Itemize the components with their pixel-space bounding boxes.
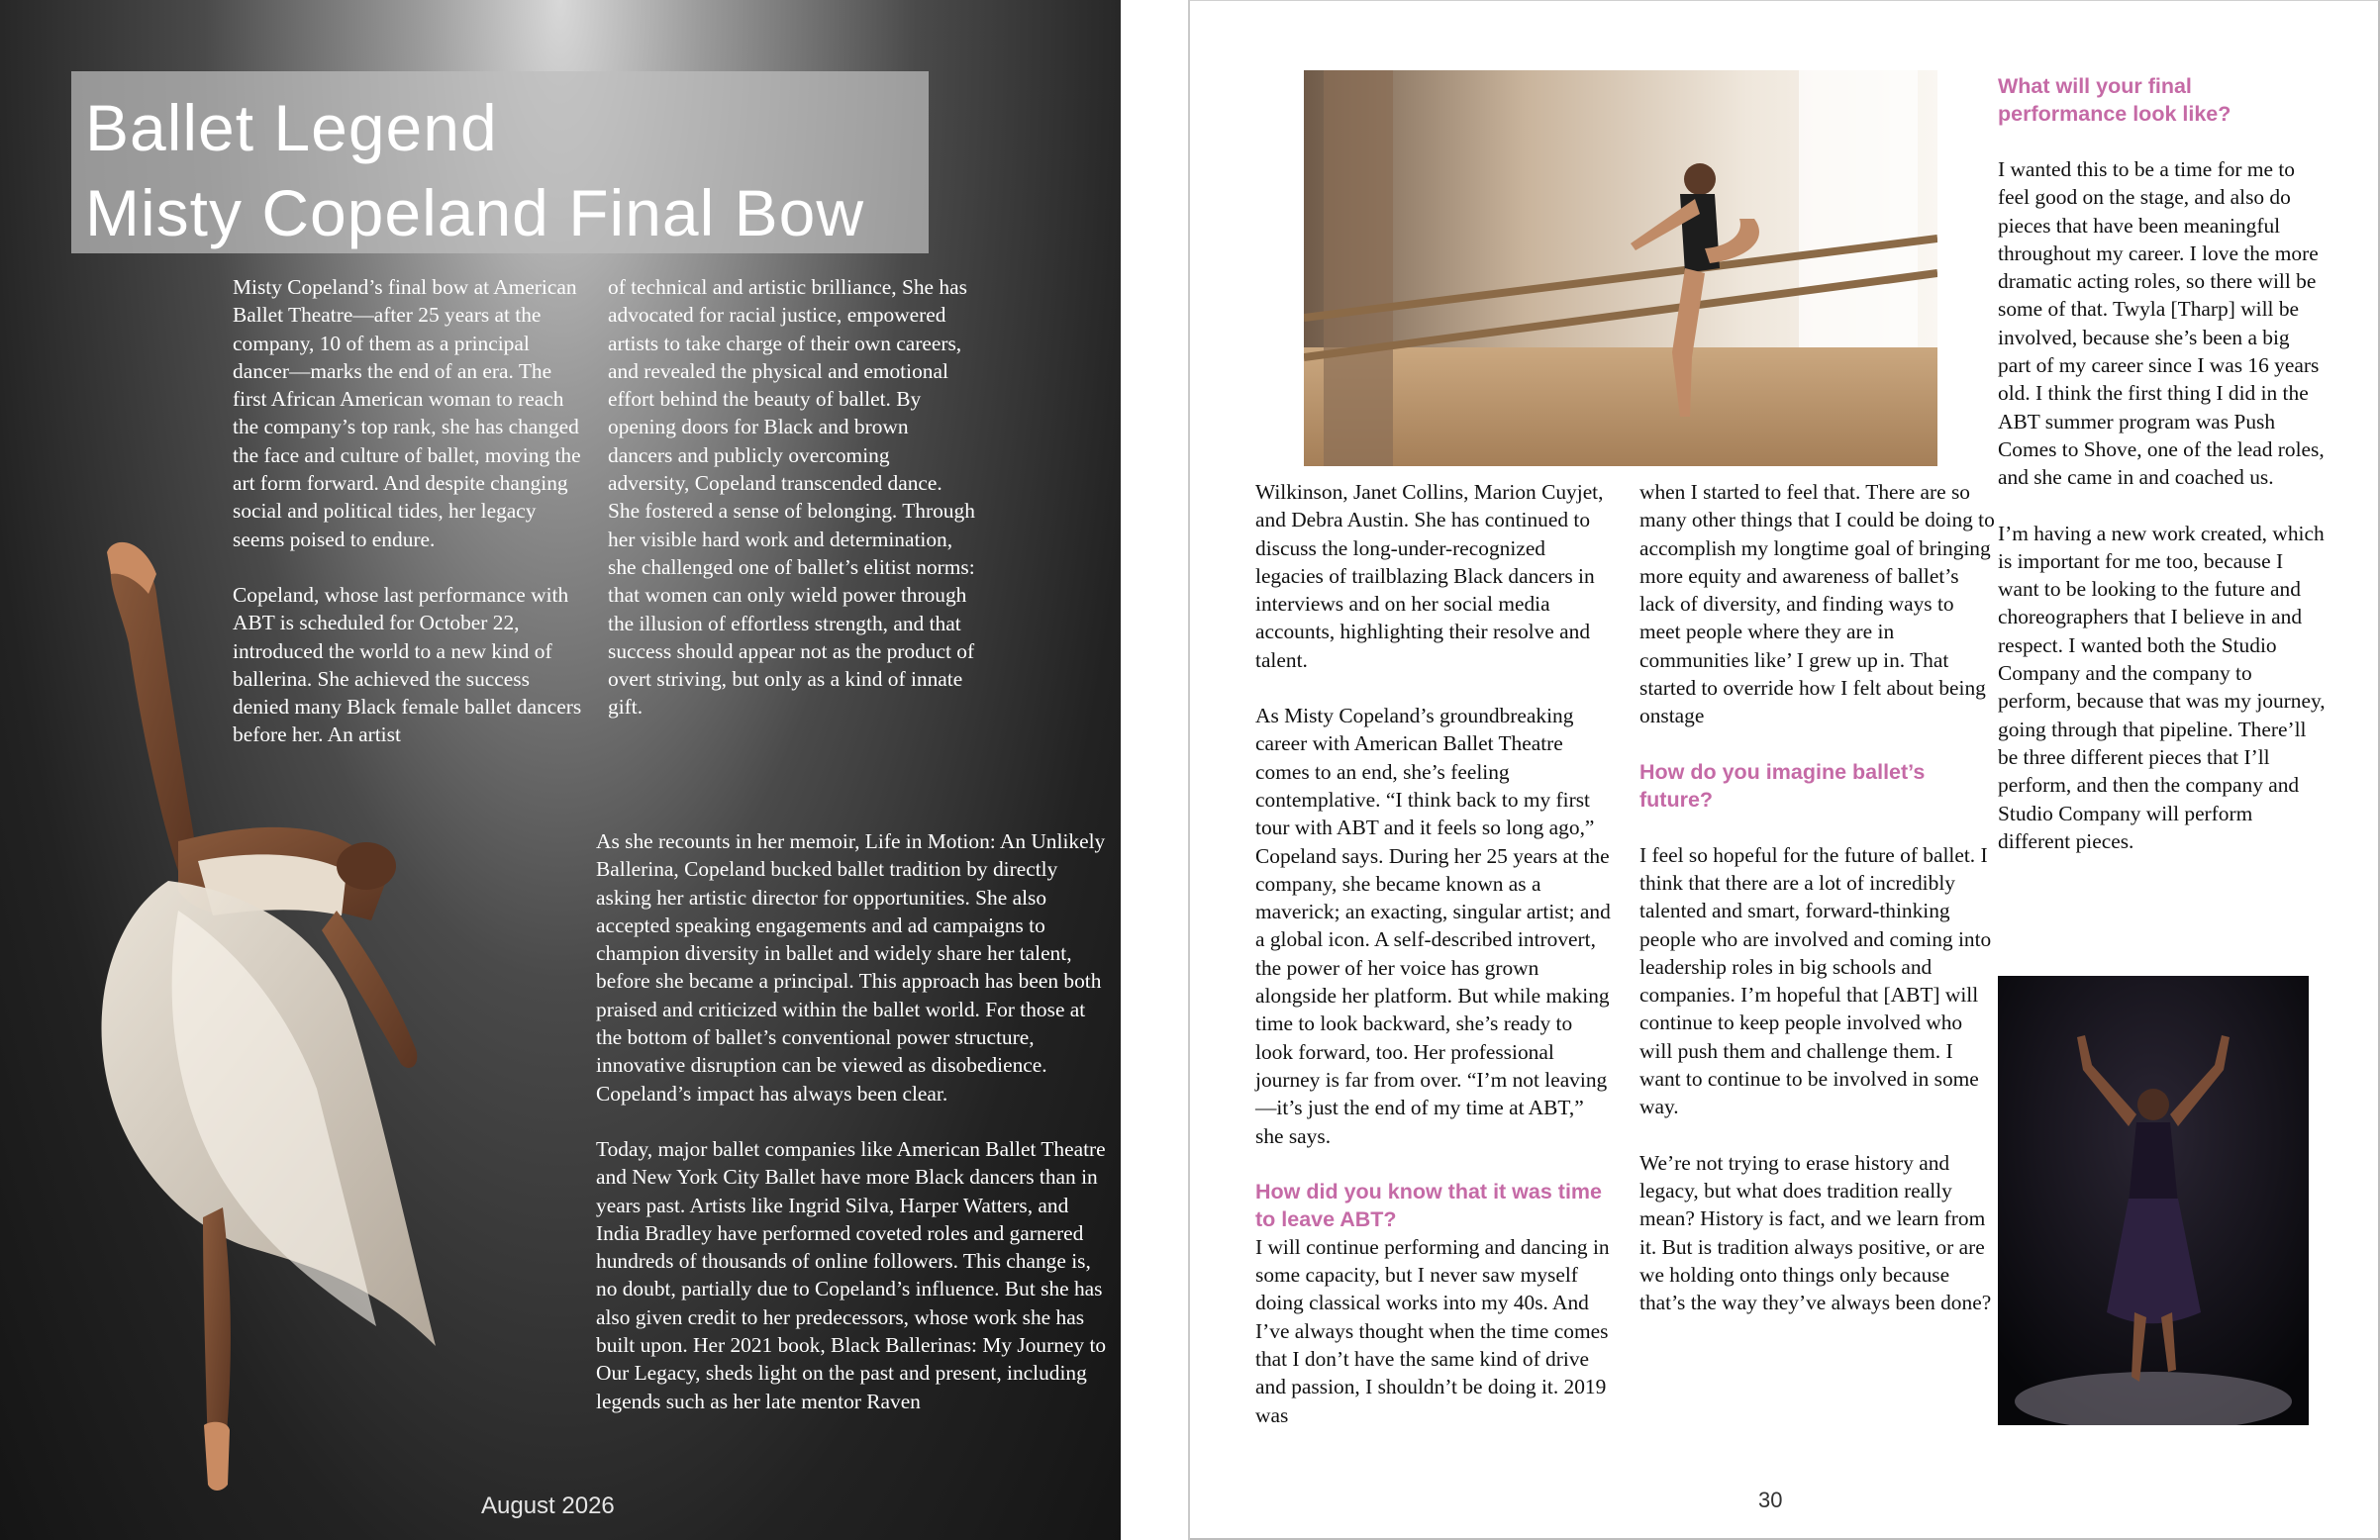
issue-date: August 2026 [481, 1492, 615, 1519]
paragraph: I feel so hopeful for the future of ballet. I think that there are a lot of incredibly talented and smart, forward-thinking people who are involved and coming into leadership roles in big schools and companies. I’m hopeful that [ABT] will continue to keep people involved who will push them and challenge them. I want to continue to be involved in some way. [1639, 842, 1992, 1119]
right-column-2 [1639, 478, 1996, 1344]
left-column-1 [233, 273, 585, 777]
right-column-3 [1998, 72, 2327, 883]
studio-barre-photo [1304, 70, 1937, 466]
page-number: 30 [1758, 1488, 1783, 1512]
right-column-1 [1255, 478, 1612, 1457]
paragraph: As Misty Copeland’s groundbreaking career with American Ballet Theatre comes to an end, she’s feeling contemplative. “I think back to my first tour with ABT and it feels so long ago,” Copeland says. During her 25 years at the company, she became known as a maverick; an exacting, singular artist; and a global icon. A self-described introvert, the power of her voice has grown alongside her platform. But while making time to look backward, she’s ready to look forward, too. Her professional journey is far from over. “I’m not leaving—it’s just the end of my time at ABT,” she says. [1255, 704, 1611, 1148]
right-page [1190, 0, 2380, 1540]
paragraph: I will continue performing and dancing in some capacity, but I never saw myself doing classical works into my 40s. And I’ve always thought when the time comes that I don’t have the same kind of drive and passion, I shouldn’t be doing it. 2019 was [1255, 1234, 1610, 1427]
paragraph: of technical and artistic brilliance, She has advocated for racial justice, empowered artists to take charge of their own careers, and revealed the physical and emotional effort behind the beauty of ballet. By opening doors for Black and brown dancers and publicly overcoming adversity, Copeland transcended dance. She fostered a sense of belonging. Through her visible hard work and determination, she challenged one of ballet’s elitist norms: that women can only wield power through the illusion of effortless strength, and that success should appear not as the product of overt striving, but only as a kind of innate gift. [608, 275, 975, 720]
paragraph: I’m having a new work created, which is important for me too, because I want to be looking to the future and choreographers that I believe in and respect. I wanted both the Studio Company and the company to perform, because that was my journey, going through that pipeline. There’ll be three different pieces that I’ll perform, and then the company and Studio Company will perform different pieces. [1998, 521, 2326, 853]
paragraph: Wilkinson, Janet Collins, Marion Cuyjet, and Debra Austin. She has continued to discuss the long-under-recognized legacies of trailblazing Black dancers in interviews and on her social media accounts, highlighting their resolve and talent. [1255, 480, 1604, 672]
paragraph: We’re not trying to erase history and legacy, but what does tradition really mean? History is fact, and we learn from it. But is tradition always positive, or are we holding onto things only because that’s the way they’ve always been done? [1639, 1150, 1992, 1315]
left-column-3 [596, 827, 1107, 1443]
title-line-2: Misty Copeland Final Bow [85, 176, 864, 249]
paragraph: when I started to feel that. There are so many other things that I could be doing to accomplish my longtime goal of bringing more equity and awareness of ballet’s lack of diversity, and finding ways to meet people where they are in communities like’ I grew up in. That started to override how I felt about being onstage [1639, 480, 1995, 728]
title-line-1: Ballet Legend [85, 91, 498, 164]
left-page [0, 0, 1121, 1540]
page-title [85, 85, 864, 255]
paragraph: Copeland, whose last performance with ABT is scheduled for October 22, introduced the world to a new kind of ballerina. She achieved the success denied many Black female ballet dancers before her. An artist [233, 582, 582, 747]
paragraph: As she recounts in her memoir, Life in Motion: An Unlikely Ballerina, Copeland bucked ballet tradition by directly asking her artistic director for opportunities. She also accepted speaking engagements and ad campaigns to champion diversity in ballet and widely share her talent, before she became a principal. This approach has been both praised and criticized within the ballet world. For those at the bottom of ballet’s conventional power structure, innovative disruption can be viewed as disobedience. Copeland’s impact has always been clear. [596, 829, 1106, 1106]
stage-bow-photo [1998, 976, 2309, 1425]
paragraph: Misty Copeland’s final bow at American Ballet Theatre—after 25 years at the company, 10 of them as a principal dancer—marks the end of an era. The first African American woman to reach the company’s top rank, she has changed the face and culture of ballet, moving the art form forward. And despite changing social and political tides, her legacy seems poised to endure. [233, 275, 581, 551]
title-box [71, 71, 929, 253]
paragraph: Today, major ballet companies like American Ballet Theatre and New York City Ballet have more Black dancers than in years past. Artists like Ingrid Silva, Harper Watters, and India Bradley have performed coveted roles and garnered hundreds of thousands of online followers. This change is, no doubt, partially due to Copeland’s influence. But she has also given credit to her predecessors, whose work she has built upon. Her 2021 book, Black Ballerinas: My Journey to Our Legacy, sheds light on the past and present, including legends such as her late mentor Raven [596, 1136, 1107, 1413]
question-heading: How did you know that it was time to leave ABT? [1255, 1179, 1602, 1231]
question-heading: How do you imagine ballet’s future? [1639, 759, 1926, 812]
paragraph: I wanted this to be a time for me to feel good on the stage, and also do pieces that have been meaningful throughout my career. I love the more dramatic acting roles, so there will be some of that. Twyla [Tharp] will be involved, because she’s been a big part of my career since I was 16 years old. I think the first thing I did in the ABT summer program was Push Comes to Shove, one of the lead roles, and she came in and coached us. [1998, 157, 2325, 490]
gutter [1121, 0, 1190, 1540]
question-heading: What will your final performance look like? [1998, 74, 2231, 126]
left-column-2 [608, 273, 976, 749]
